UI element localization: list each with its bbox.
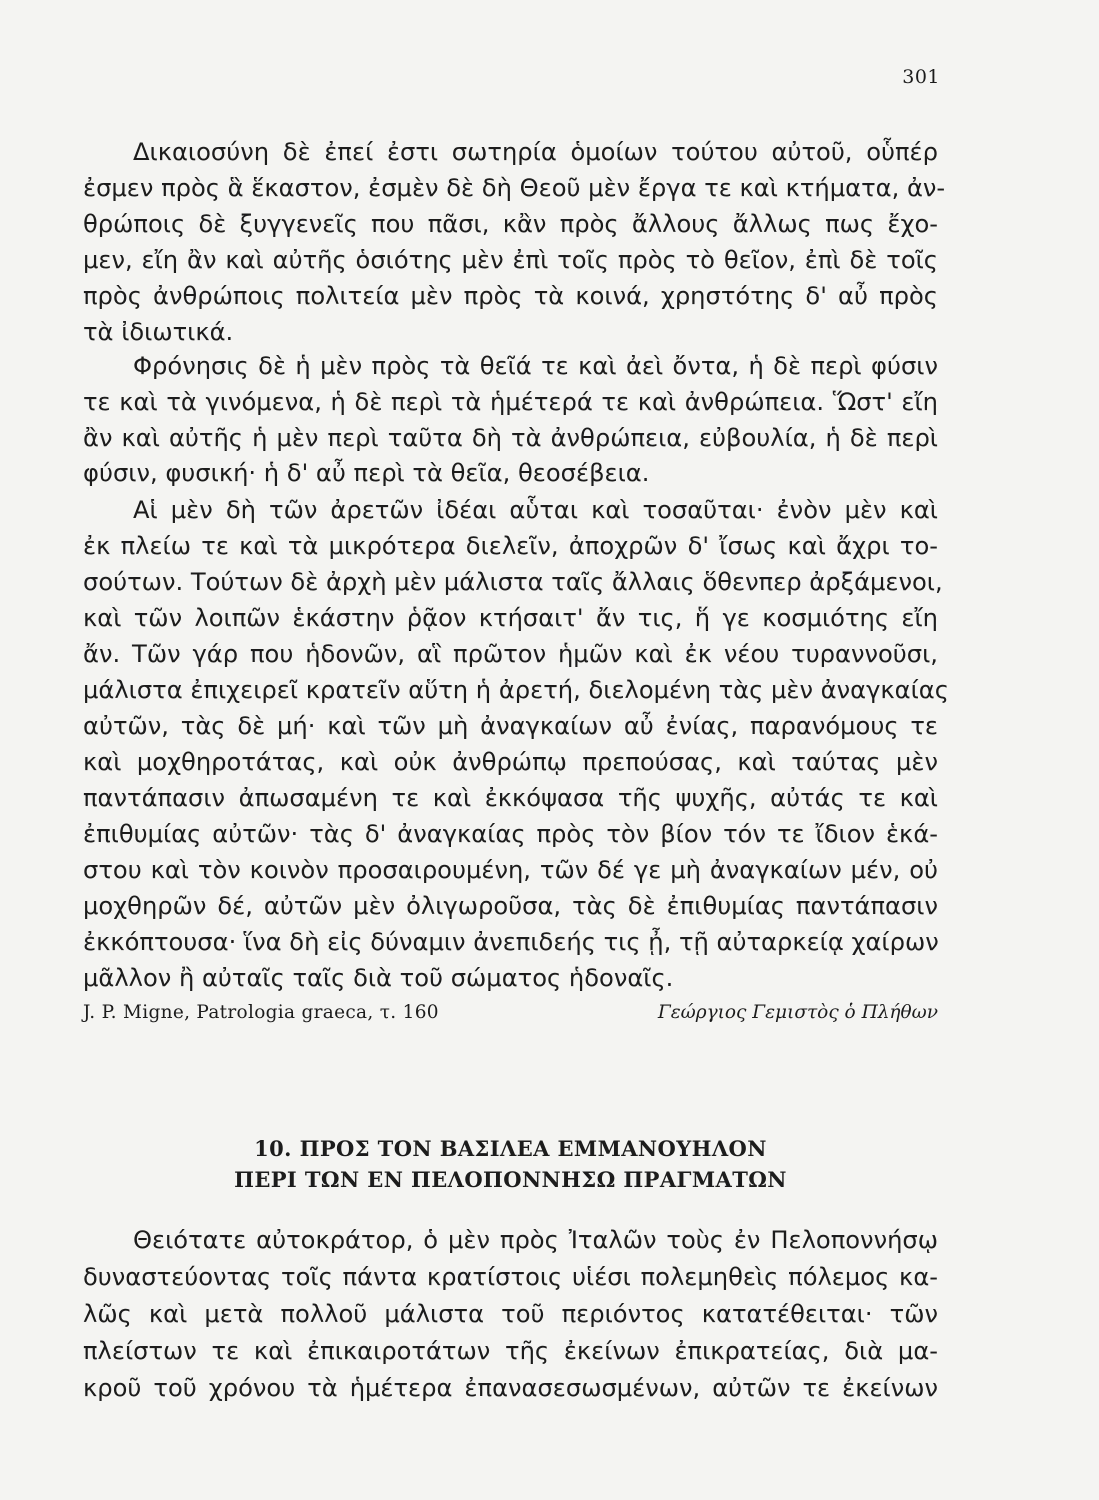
- text-line: παντάπασιν ἀπωσαμένη τε καὶ ἐκκόψασα τῆς ψυχῆς, αὐτάς τε καὶ: [83, 784, 938, 812]
- text-line: θρώποις δὲ ξυγγενεῖς που πᾶσι, κἂν πρὸς ἄλλους ἄλλως πως ἔχο-: [83, 210, 938, 238]
- section-heading-line2: ΠΕΡΙ ΤΩΝ ΕΝ ΠΕΛΟΠΟΝΝΗΣΩ ΠΡΑΓΜΑΤΩΝ: [234, 1167, 787, 1192]
- text-line: δυναστεύοντας τοῖς πάντα κρατίστοις υἱέσι πολεμηθεὶς πόλεμος κα-: [83, 1263, 938, 1291]
- text-line: τε καὶ τὰ γινόμενα, ἡ δὲ περὶ τὰ ἡμέτερά τε καὶ ἀνθρώπεια. Ὥστ' εἴη: [83, 388, 938, 416]
- text-line: καὶ μοχθηροτάτας, καὶ οὐκ ἀνθρώπῳ πρεπούσας, καὶ ταύτας μὲν: [83, 748, 938, 776]
- text-line: ἐκκόπτουσα· ἵνα δὴ εἰς δύναμιν ἀνεπιδεής τις ᾖ, τῇ αὐταρκείᾳ χαίρων: [83, 928, 939, 956]
- text-line: πλείστων τε καὶ ἐπικαιροτάτων τῆς ἐκείνων ἐπικρατείας, διὰ μα-: [83, 1337, 938, 1365]
- text-line: Θειότατε αὐτοκράτορ, ὁ μὲν πρὸς Ἰταλῶν τοὺς ἐν Πελοποννήσῳ: [133, 1226, 938, 1254]
- text-line: στου καὶ τὸν κοινὸν προσαιρουμένη, τῶν δέ γε μὴ ἀναγκαίων μέν, οὐ: [83, 856, 938, 884]
- source-author: Γεώργιος Γεμιστὸς ὁ Πλήθων: [657, 1002, 938, 1023]
- source-citation: J. P. Migne, Patrologia graeca, τ. 160: [83, 1002, 439, 1023]
- text-line: ἐπιθυμίας αὐτῶν· τὰς δ' ἀναγκαίας πρὸς τὸν βίον τόν τε ἴδιον ἑκά-: [83, 820, 938, 848]
- text-line: Δικαιοσύνη δὲ ἐπεί ἐστι σωτηρία ὁμοίων τούτου αὐτοῦ, οὗπέρ: [133, 138, 938, 166]
- text-line: Φρόνησις δὲ ἡ μὲν πρὸς τὰ θεῖά τε καὶ ἀεὶ ὄντα, ἡ δὲ περὶ φύσιν: [133, 352, 938, 380]
- text-line: αὐτῶν, τὰς δὲ μή· καὶ τῶν μὴ ἀναγκαίων αὖ ἐνίας, παρανόμους τε: [83, 712, 938, 740]
- text-line: λῶς καὶ μετὰ πολλοῦ μάλιστα τοῦ περιόντος κατατέθειται· τῶν: [83, 1300, 938, 1328]
- text-line: μοχθηρῶν δέ, αὐτῶν μὲν ὀλιγωροῦσα, τὰς δὲ ἐπιθυμίας παντάπασιν: [83, 892, 938, 920]
- text-line: Αἱ μὲν δὴ τῶν ἀρετῶν ἰδέαι αὗται καὶ τοσαῦται· ἐνὸν μὲν καὶ: [133, 496, 938, 524]
- text-line: τὰ ἰδιωτικά.: [83, 318, 234, 346]
- text-line: φύσιν, φυσική· ἡ δ' αὖ περὶ τὰ θεῖα, θεοσέβεια.: [83, 459, 650, 487]
- text-line: καὶ τῶν λοιπῶν ἑκάστην ῥᾷον κτήσαιτ' ἄν τις, ἥ γε κοσμιότης εἴη: [83, 604, 938, 632]
- text-line: ἐσμεν πρὸς ἃ ἕκαστον, ἐσμὲν δὲ δὴ Θεοῦ μὲν ἔργα τε καὶ κτήματα, ἀν-: [83, 174, 946, 202]
- text-line: ἐκ πλείω τε καὶ τὰ μικρότερα διελεῖν, ἀποχρῶν δ' ἴσως καὶ ἄχρι το-: [83, 532, 938, 560]
- text-line: μᾶλλον ἢ αὐταῖς ταῖς διὰ τοῦ σώματος ἡδοναῖς.: [83, 964, 674, 992]
- source-attribution: [83, 996, 938, 1030]
- text-line: μεν, εἴη ἂν καὶ αὐτῆς ὁσιότης μὲν ἐπὶ τοῖς πρὸς τὸ θεῖον, ἐπὶ δὲ τοῖς: [83, 246, 938, 274]
- page-number: 301: [902, 66, 940, 88]
- section-heading-line1: 10. ΠΡΟΣ ΤΟΝ ΒΑΣΙΛΕΑ ΕΜΜΑΝΟΥΗΛΟΝ: [254, 1136, 767, 1161]
- text-line: μάλιστα ἐπιχειρεῖ κρατεῖν αὕτη ἡ ἀρετή, διελομένη τὰς μὲν ἀναγκαίας: [83, 676, 949, 704]
- text-line: ἄν. Τῶν γάρ που ἡδονῶν, αἳ πρῶτον ἡμῶν καὶ ἐκ νέου τυραννοῦσι,: [83, 640, 938, 668]
- text-line: σούτων. Τούτων δὲ ἀρχὴ μὲν μάλιστα ταῖς ἄλλαις ὅθενπερ ἀρξάμενοι,: [83, 568, 943, 596]
- text-line: κροῦ τοῦ χρόνου τὰ ἡμέτερα ἐπανασεσωσμένων, αὐτῶν τε ἐκείνων: [83, 1374, 938, 1402]
- text-line: ἂν καὶ αὐτῆς ἡ μὲν περὶ ταῦτα δὴ τὰ ἀνθρώπεια, εὐβουλία, ἡ δὲ περὶ: [83, 424, 938, 452]
- text-line: πρὸς ἀνθρώποις πολιτεία μὲν πρὸς τὰ κοινά, χρηστότης δ' αὖ πρὸς: [83, 282, 938, 310]
